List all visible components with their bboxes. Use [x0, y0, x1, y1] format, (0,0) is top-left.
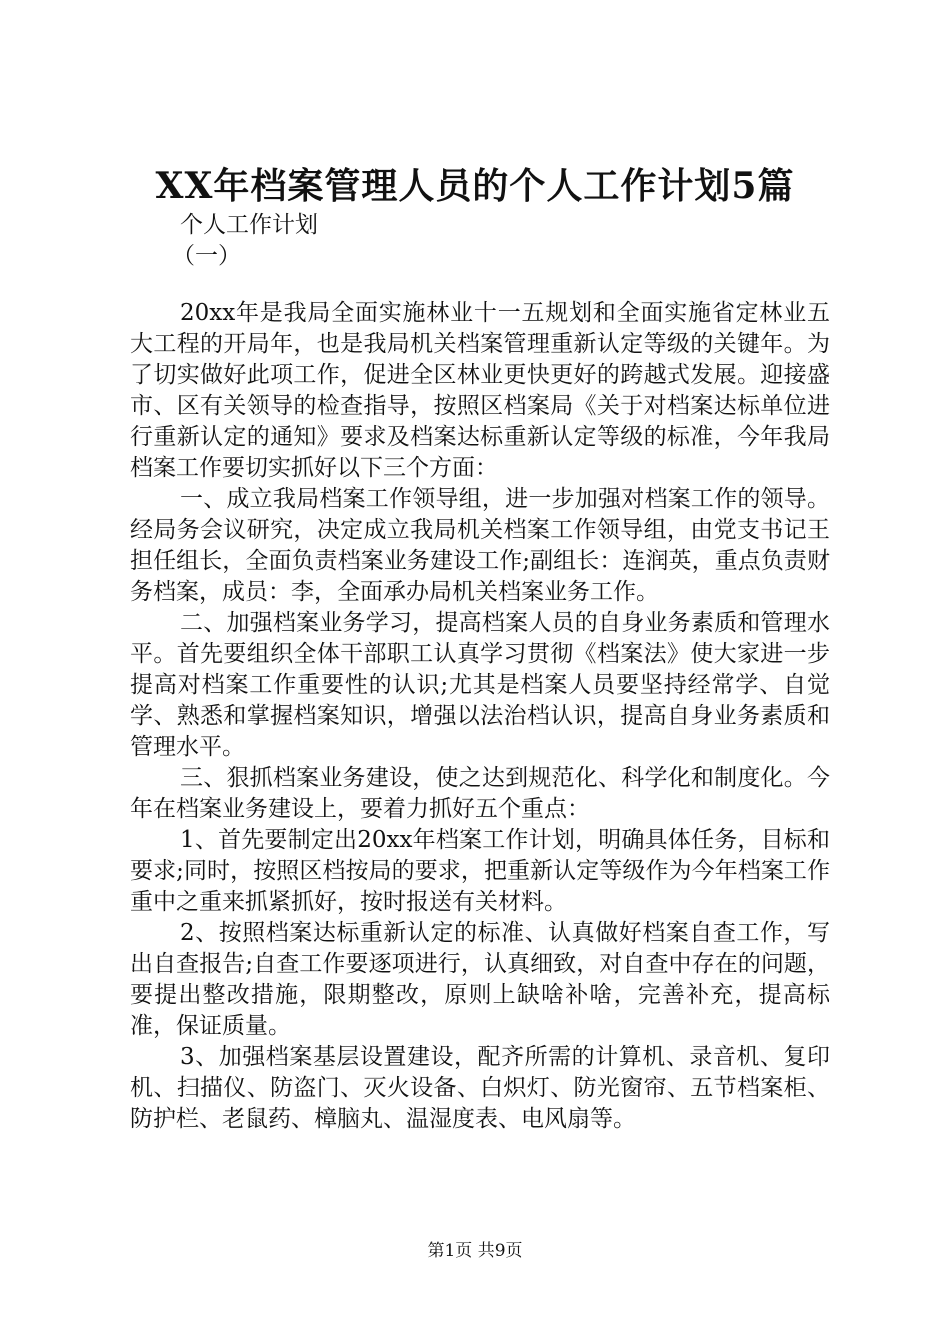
document-title: XX年档案管理人员的个人工作计划5篇 — [155, 165, 795, 207]
section-marker: （一） — [172, 243, 241, 269]
document-body — [130, 298, 830, 1135]
paragraph: 3、加强档案基层设置建设，配齐所需的计算机、录音机、复印机、扫描仪、防盗门、灭火设备、白炽灯、防光窗帘、五节档案柜、防护栏、老鼠药、樟脑丸、温湿度表、电风扇等。 — [130, 1044, 830, 1132]
paragraph: 二、加强档案业务学习，提高档案人员的自身业务素质和管理水平。首先要组织全体干部职工认真学习贯彻《档案法》使大家进一步提高对档案工作重要性的认识;尤其是档案人员要坚持经常学、自觉学、熟悉和掌握档案知识，增强以法治档认识，提高自身业务素质和管理水平。 — [130, 610, 830, 760]
paragraph: 1、首先要制定出20xx年档案工作计划，明确具体任务，目标和要求;同时，按照区档按局的要求，把重新认定等级作为今年档案工作重中之重来抓紧抓好，按时报送有关材料。 — [130, 827, 830, 915]
paragraph: 2、按照档案达标重新认定的标准、认真做好档案自查工作，写出自查报告;自查工作要逐项进行，认真细致，对自查中存在的问题，要提出整改措施，限期整改，原则上缺啥补啥，完善补充，提高标准，保证质量。 — [130, 920, 830, 1039]
paragraph: 20xx年是我局全面实施林业十一五规划和全面实施省定林业五大工程的开局年，也是我局机关档案管理重新认定等级的关键年。为了切实做好此项工作，促进全区林业更快更好的跨越式发展。迎接盛市、区有关领导的检查指导，按照区档案局《关于对档案达标单位进行重新认定的通知》要求及档案达标重新认定等级的标准，今年我局档案工作要切实抓好以下三个方面： — [130, 300, 830, 481]
page-footer: 第1页 共9页 — [427, 1241, 523, 1261]
document-subtitle: 个人工作计划 — [180, 212, 318, 238]
paragraph: 一、成立我局档案工作领导组，进一步加强对档案工作的领导。经局务会议研究，决定成立我局机关档案工作领导组，由党支书记王担任组长，全面负责档案业务建设工作;副组长：连润英，重点负责财务档案，成员：李，全面承办局机关档案业务工作。 — [130, 486, 830, 605]
paragraph: 三、狠抓档案业务建设，使之达到规范化、科学化和制度化。今年在档案业务建设上，要着力抓好五个重点： — [130, 765, 830, 822]
